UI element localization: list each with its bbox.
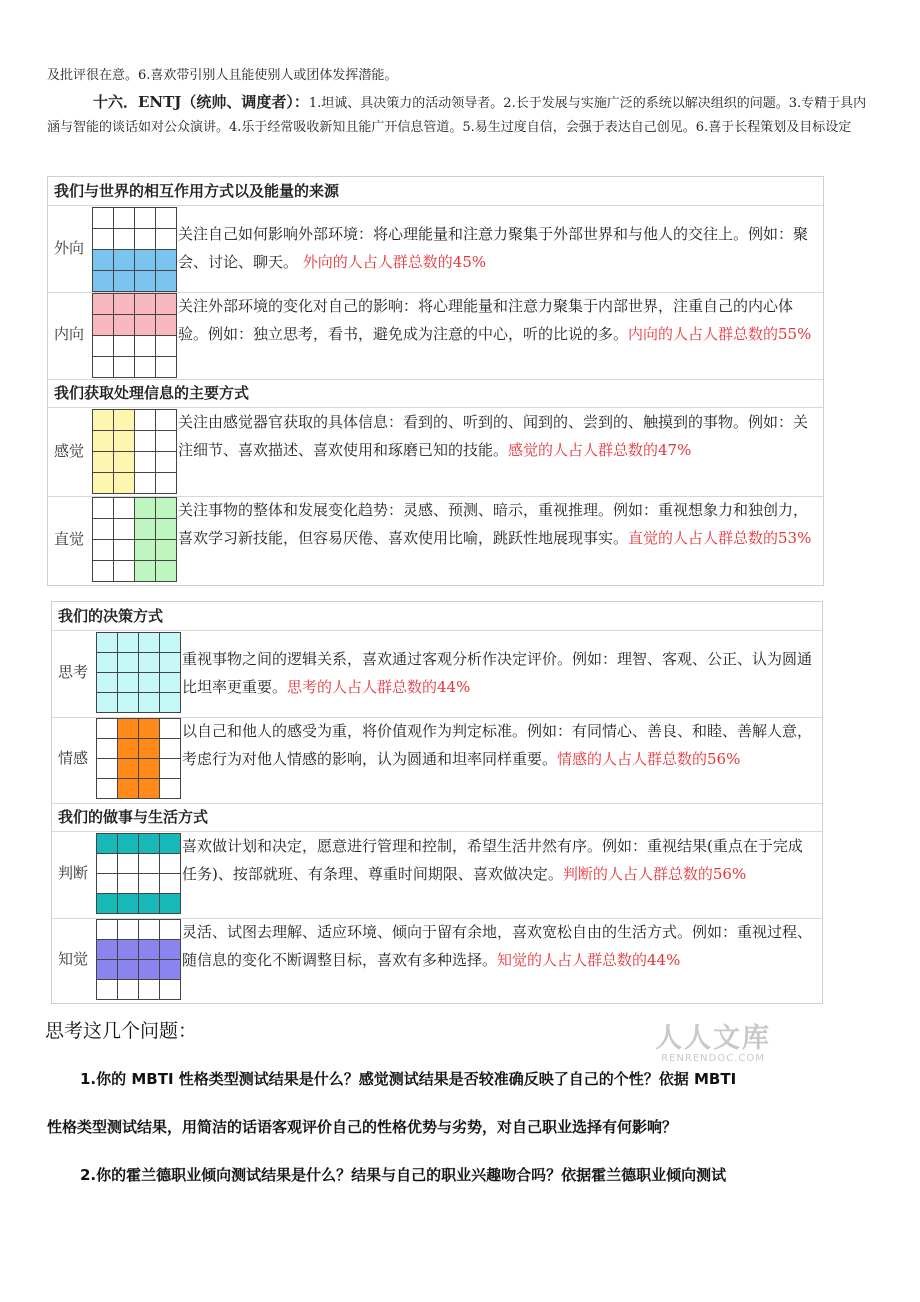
grid-cell — [156, 498, 177, 519]
grid-cell — [97, 874, 118, 894]
grid-cell — [97, 920, 118, 940]
grid-cell — [160, 920, 181, 940]
grid-cell — [93, 315, 114, 336]
color-grid-intuition — [92, 497, 177, 582]
grid-cell — [135, 410, 156, 431]
color-grid-extraversion — [92, 207, 177, 292]
grid-cell — [97, 633, 118, 653]
grid-cell — [160, 834, 181, 854]
grid-cell — [114, 561, 135, 582]
grid-cell — [160, 719, 181, 739]
row-description: 关注事物的整体和发展变化趋势：灵感、预测、暗示，重视推理。例如：重视想象力和独创力，喜欢学习新技能，但容易厌倦、喜欢使用比喻，跳跃性地展现事实。直觉的人占人群总数的53% — [178, 501, 812, 547]
row-feeling — [52, 717, 822, 804]
grid-cell — [97, 854, 118, 874]
grid-cell — [135, 208, 156, 229]
grid-cell — [139, 673, 160, 693]
grid-cell — [139, 693, 160, 713]
grid-cell — [114, 473, 135, 494]
grid-cell — [156, 410, 177, 431]
question-1-line-1: 1.你的 MBTI 性格类型测试结果是什么？感觉测试结果是否较准确反映了自己的个性？依据 MBTI — [80, 1070, 737, 1088]
row-judging — [52, 832, 822, 919]
grid-cell — [160, 633, 181, 653]
grid-cell — [97, 960, 118, 980]
grid-cell — [93, 431, 114, 452]
grid-cell — [156, 271, 177, 292]
grid-cell — [97, 739, 118, 759]
color-grid-sensing — [92, 409, 177, 494]
grid-cell — [139, 779, 160, 799]
grid-cell — [139, 653, 160, 673]
row-stat: 外向的人占人群总数的45% — [302, 253, 487, 271]
grid-cell — [160, 739, 181, 759]
grid-cell — [160, 779, 181, 799]
grid-cell — [160, 653, 181, 673]
entj-text: 1.坦诚、具决策力的活动领导者。2.长于发展与实施广泛的系统以解决组织的问题。3.专精于具内涵与智能的谈话如对公众演讲。4.乐于经常吸收新知且能广开信息管道。5.易生过度自信，会强于表达自己创见。6.喜于长程策划及目标设定 — [47, 96, 867, 135]
row-stat: 直觉的人占人群总数的53% — [628, 529, 812, 547]
grid-cell — [139, 960, 160, 980]
row-extraversion — [48, 206, 823, 293]
question-2-line-1: 2.你的霍兰德职业倾向测试结果是什么？结果与自己的职业兴趣吻合吗？依据霍兰德职业倾向测试 — [80, 1166, 727, 1184]
grid-cell — [93, 473, 114, 494]
grid-cell — [156, 431, 177, 452]
grid-cell — [160, 894, 181, 914]
question-1-line-2: 性格类型测试结果，用简洁的话语客观评价自己的性格优势与劣势，对自己职业选择有何影响？ — [47, 1118, 678, 1136]
grid-cell — [97, 653, 118, 673]
grid-cell — [97, 940, 118, 960]
grid-cell — [93, 294, 114, 315]
grid-cell — [139, 854, 160, 874]
grid-cell — [139, 874, 160, 894]
grid-cell — [160, 960, 181, 980]
grid-cell — [114, 452, 135, 473]
grid-cell — [114, 315, 135, 336]
color-grid-introversion — [92, 293, 177, 378]
grid-cell — [114, 431, 135, 452]
grid-cell — [93, 271, 114, 292]
grid-cell — [97, 759, 118, 779]
grid-cell — [139, 940, 160, 960]
grid-cell — [97, 834, 118, 854]
grid-cell — [156, 357, 177, 378]
row-label: 感觉 — [54, 442, 85, 460]
grid-cell — [135, 357, 156, 378]
entj-title: 十六．ENTJ（统帅、调度者）： — [93, 93, 309, 111]
grid-cell — [156, 473, 177, 494]
grid-cell — [118, 960, 139, 980]
row-description: 关注自己如何影响外部环境：将心理能量和注意力聚集于外部世界和与他人的交往上。例如：聚会、讨论、聊天。 外向的人占人群总数的45% — [178, 225, 809, 271]
grid-cell — [93, 561, 114, 582]
row-label: 外向 — [54, 239, 85, 257]
grid-cell — [135, 271, 156, 292]
grid-cell — [135, 315, 156, 336]
grid-cell — [139, 894, 160, 914]
row-description: 以自己和他人的感受为重，将价值观作为判定标准。例如：有同情心、善良、和睦、善解人意，考虑行为对他人情感的影响，认为圆通和坦率同样重要。情感的人占人群总数的56% — [182, 722, 813, 768]
grid-cell — [97, 673, 118, 693]
grid-cell — [135, 250, 156, 271]
row-stat: 内向的人占人群总数的55% — [628, 325, 812, 343]
grid-cell — [97, 980, 118, 1000]
row-label: 判断 — [58, 864, 89, 882]
grid-cell — [118, 739, 139, 759]
mbti-table-decision-lifestyle — [51, 601, 823, 1004]
row-label: 情感 — [58, 749, 89, 767]
row-label: 内向 — [54, 325, 85, 343]
grid-cell — [118, 874, 139, 894]
row-label: 知觉 — [58, 950, 89, 968]
row-label: 思考 — [58, 663, 89, 681]
grid-cell — [156, 208, 177, 229]
grid-cell — [156, 315, 177, 336]
color-grid-feeling — [96, 718, 181, 799]
grid-cell — [93, 452, 114, 473]
grid-cell — [114, 336, 135, 357]
grid-cell — [156, 561, 177, 582]
grid-cell — [114, 410, 135, 431]
grid-cell — [93, 498, 114, 519]
watermark-logo — [648, 1016, 778, 1064]
grid-cell — [114, 294, 135, 315]
section-title-decision: 我们的决策方式 — [52, 602, 822, 631]
grid-cell — [135, 473, 156, 494]
row-stat: 感觉的人占人群总数的47% — [508, 441, 692, 459]
row-stat: 情感的人占人群总数的56% — [557, 750, 741, 768]
row-intuition — [48, 496, 823, 584]
row-description: 重视事物之间的逻辑关系，喜欢通过客观分析作决定评价。例如：理智、客观、公正、认为圆通比坦率更重要。思考的人占人群总数的44% — [182, 650, 813, 696]
grid-cell — [139, 633, 160, 653]
grid-cell — [135, 519, 156, 540]
grid-cell — [139, 719, 160, 739]
grid-cell — [156, 336, 177, 357]
grid-cell — [97, 894, 118, 914]
row-stat: 思考的人占人群总数的44% — [287, 678, 471, 696]
row-stat: 判断的人占人群总数的56% — [562, 865, 747, 883]
grid-cell — [118, 940, 139, 960]
row-thinking — [52, 631, 822, 718]
color-grid-perceiving — [96, 919, 181, 1000]
grid-cell — [156, 294, 177, 315]
grid-cell — [160, 940, 181, 960]
grid-cell — [118, 980, 139, 1000]
grid-cell — [118, 779, 139, 799]
row-description: 灵活、试图去理解、适应环境、倾向于留有余地，喜欢宽松自由的生活方式。例如：重视过程、随信息的变化不断调整目标，喜欢有多种选择。知觉的人占人群总数的44% — [182, 923, 813, 969]
intro-line-top: 及批评很在意。6.喜欢带引别人且能使别人或团体发挥潜能。 — [47, 68, 398, 83]
grid-cell — [118, 719, 139, 739]
grid-cell — [93, 519, 114, 540]
mbti-table-energy-information — [47, 176, 824, 586]
grid-cell — [97, 779, 118, 799]
watermark-domain: RENRENDOC.COM — [661, 1053, 765, 1064]
row-description: 喜欢做计划和决定，愿意进行管理和控制，希望生活井然有序。例如：重视结果(重点在于完成任务)、按部就班、有条理、尊重时间期限、喜欢做决定。判断的人占人群总数的56% — [182, 837, 803, 883]
row-perceiving — [52, 918, 822, 1003]
color-grid-judging — [96, 833, 181, 914]
grid-cell — [118, 894, 139, 914]
grid-cell — [93, 410, 114, 431]
grid-cell — [114, 540, 135, 561]
grid-cell — [156, 452, 177, 473]
row-description: 关注由感觉器官获取的具体信息：看到的、听到的、闻到的、尝到的、触摸到的事物。例如：关注细节、喜欢描述、喜欢使用和琢磨已知的技能。感觉的人占人群总数的47% — [178, 413, 809, 459]
section-title-energy: 我们与世界的相互作用方式以及能量的来源 — [48, 177, 823, 206]
grid-cell — [160, 874, 181, 894]
grid-cell — [139, 980, 160, 1000]
grid-cell — [118, 653, 139, 673]
grid-cell — [160, 759, 181, 779]
grid-cell — [114, 250, 135, 271]
grid-cell — [93, 336, 114, 357]
grid-cell — [139, 834, 160, 854]
grid-cell — [160, 693, 181, 713]
grid-cell — [156, 519, 177, 540]
grid-cell — [93, 229, 114, 250]
grid-cell — [139, 759, 160, 779]
color-grid-thinking — [96, 632, 181, 713]
questions-heading: 思考这几个问题： — [45, 1020, 198, 1042]
grid-cell — [114, 498, 135, 519]
grid-cell — [135, 498, 156, 519]
grid-cell — [135, 452, 156, 473]
row-sensing — [48, 408, 823, 497]
grid-cell — [139, 739, 160, 759]
grid-cell — [160, 980, 181, 1000]
grid-cell — [160, 673, 181, 693]
grid-cell — [93, 250, 114, 271]
section-title-lifestyle: 我们的做事与生活方式 — [52, 803, 822, 832]
row-label: 直觉 — [54, 530, 85, 548]
grid-cell — [118, 759, 139, 779]
grid-cell — [93, 357, 114, 378]
grid-cell — [118, 693, 139, 713]
grid-cell — [118, 854, 139, 874]
row-stat: 知觉的人占人群总数的44% — [497, 951, 681, 969]
grid-cell — [135, 229, 156, 250]
grid-cell — [156, 250, 177, 271]
grid-cell — [135, 540, 156, 561]
grid-cell — [118, 834, 139, 854]
grid-cell — [118, 633, 139, 653]
grid-cell — [93, 540, 114, 561]
grid-cell — [114, 357, 135, 378]
row-introversion — [48, 292, 823, 380]
grid-cell — [135, 294, 156, 315]
grid-cell — [114, 519, 135, 540]
grid-cell — [160, 854, 181, 874]
grid-cell — [114, 208, 135, 229]
grid-cell — [114, 271, 135, 292]
grid-cell — [135, 561, 156, 582]
grid-cell — [135, 336, 156, 357]
section-title-information: 我们获取处理信息的主要方式 — [48, 379, 823, 408]
entj-paragraph — [47, 90, 873, 140]
grid-cell — [118, 673, 139, 693]
grid-cell — [93, 208, 114, 229]
grid-cell — [97, 693, 118, 713]
grid-cell — [97, 719, 118, 739]
row-description: 关注外部环境的变化对自己的影响：将心理能量和注意力聚集于内部世界，注重自己的内心体验。例如：独立思考，看书，避免成为注意的中心，听的比说的多。内向的人占人群总数的55% — [178, 297, 812, 343]
grid-cell — [156, 229, 177, 250]
grid-cell — [135, 431, 156, 452]
watermark-title: 人人文库 — [655, 1023, 771, 1054]
grid-cell — [118, 920, 139, 940]
grid-cell — [156, 540, 177, 561]
grid-cell — [114, 229, 135, 250]
grid-cell — [139, 920, 160, 940]
